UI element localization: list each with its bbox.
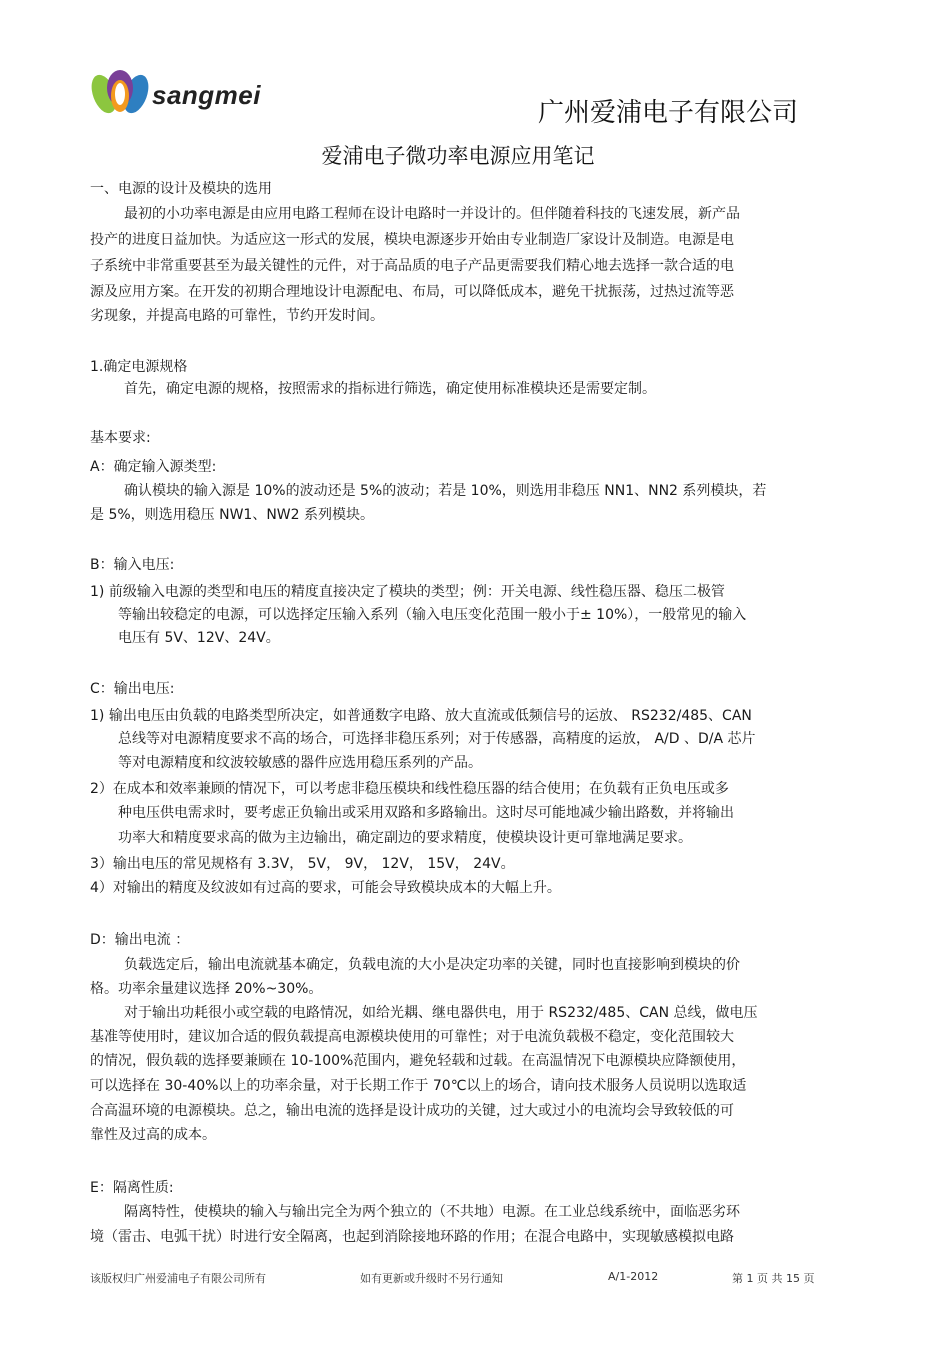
paragraph-line: 电压有 5V、12V、24V。	[118, 630, 280, 646]
paragraph-line: 负载选定后，输出电流就基本确定，负载电流的大小是决定功率的关键，同时也直接影响到模块的价	[124, 957, 740, 973]
paragraph-line: 等对电源精度和纹波较敏感的器件应选用稳压系列的产品。	[118, 755, 482, 771]
footer-copyright: 该版权归广州爱浦电子有限公司所有	[90, 1272, 266, 1285]
list-item: 3）输出电压的常见规格有 3.3V， 5V， 9V， 12V， 15V， 24V。	[90, 856, 515, 872]
footer-notice: 如有更新或升级时不另行通知	[360, 1272, 503, 1285]
paragraph-line: 合高温环境的电源模块。总之，输出电流的选择是设计成功的关键，过大或过小的电流均会导致较低的可	[90, 1103, 734, 1119]
subsection-heading: 1.确定电源规格	[90, 359, 188, 375]
paragraph-line: 投产的进度日益加快。为适应这一形式的发展，模块电源逐步开始由专业制造厂家设计及制造。电源是电	[90, 232, 734, 248]
item-heading: E：隔离性质:	[90, 1180, 174, 1196]
logo-mark-icon	[90, 66, 152, 122]
paragraph-line: 首先，确定电源的规格，按照需求的指标进行筛选，确定使用标准模块还是需要定制。	[124, 381, 656, 397]
list-item: 4）对输出的精度及纹波如有过高的要求，可能会导致模块成本的大幅上升。	[90, 880, 561, 896]
paragraph-line: 是 5%，则选用稳压 NW1、NW2 系列模块。	[90, 507, 375, 523]
paragraph-line: 对于输出功耗很小或空载的电路情况，如给光耦、继电器供电，用于 RS232/485、CAN 总线，做电压	[124, 1005, 758, 1021]
company-logo	[90, 66, 290, 122]
paragraph-line: 可以选择在 30-40%以上的功率余量，对于长期工作于 70℃以上的场合，请向技术服务人员说明以选取适	[90, 1078, 747, 1094]
list-item: 1) 前级输入电源的类型和电压的精度直接决定了模块的类型；例：开关电源、线性稳压器、稳压二极管	[90, 584, 725, 600]
paragraph-line: 劣现象，并提高电路的可靠性，节约开发时间。	[90, 308, 384, 324]
paragraph-line: 格。功率余量建议选择 20%~30%。	[90, 981, 323, 997]
item-heading: D：输出电流 ：	[90, 932, 190, 948]
paragraph-line: 确认模块的输入源是 10%的波动还是 5%的波动；若是 10%，则选用非稳压 NN1、NN2 系列模块，若	[124, 483, 767, 499]
paragraph-line: 基准等使用时，建议加合适的假负载提高电源模块使用的可靠性；对于电流负载极不稳定，变化范围较大	[90, 1029, 734, 1045]
paragraph-line: 的情况，假负载的选择要兼顾在 10-100%范围内，避免轻载和过载。在高温情况下电源模块应降额使用，	[90, 1053, 746, 1069]
subsection-heading: 基本要求:	[90, 430, 151, 446]
paragraph-line: 总线等对电源精度要求不高的场合，可选择非稳压系列；对于传感器，高精度的运放， A/D 、D/A 芯片	[118, 731, 756, 747]
logo-text: sangmei	[152, 80, 261, 110]
item-heading: B：输入电压:	[90, 557, 175, 573]
paragraph-line: 种电压供电需求时，要考虑正负输出或采用双路和多路输出。这时尽可能地减少输出路数，并将输出	[118, 805, 734, 821]
company-name: 广州爱浦电子有限公司	[537, 98, 798, 128]
paragraph-line: 子系统中非常重要甚至为最关键性的元件，对于高品质的电子产品更需要我们精心地去选择一款合适的电	[90, 258, 734, 274]
paragraph-line: 最初的小功率电源是由应用电路工程师在设计电路时一并设计的。但伴随着科技的飞速发展，新产品	[124, 206, 740, 222]
footer-version: A/1-2012	[608, 1270, 659, 1283]
document-title: 爱浦电子微功率电源应用笔记	[321, 144, 595, 168]
section-heading: 一、电源的设计及模块的选用	[90, 181, 272, 197]
paragraph-line: 等输出较稳定的电源，可以选择定压输入系列（输入电压变化范围一般小于± 10%），一般常见的输入	[118, 607, 747, 623]
paragraph-line: 靠性及过高的成本。	[90, 1127, 216, 1143]
paragraph-line: 隔离特性，使模块的输入与输出完全为两个独立的（不共地）电源。在工业总线系统中，面临恶劣环	[124, 1204, 740, 1220]
list-item: 2）在成本和效率兼顾的情况下，可以考虑非稳压模块和线性稳压器的结合使用；在负载有正负电压或多	[90, 781, 729, 797]
paragraph-line: 功率大和精度要求高的做为主边输出，确定副边的要求精度，使模块设计更可靠地满足要求。	[118, 830, 692, 846]
item-heading: C：输出电压:	[90, 681, 175, 697]
paragraph-line: 境（雷击、电弧干扰）时进行安全隔离，也起到消除接地环路的作用；在混合电路中，实现敏感模拟电路	[90, 1229, 734, 1245]
item-heading: A：确定输入源类型:	[90, 459, 217, 475]
list-item: 1) 输出电压由负载的电路类型所决定，如普通数字电路、放大直流或低频信号的运放、 RS232/485、CAN	[90, 708, 752, 724]
paragraph-line: 源及应用方案。在开发的初期合理地设计电源配电、布局，可以降低成本，避免干扰振荡，过热过流等恶	[90, 284, 734, 300]
footer-page-number: 第 1 页 共 15 页	[732, 1272, 815, 1285]
